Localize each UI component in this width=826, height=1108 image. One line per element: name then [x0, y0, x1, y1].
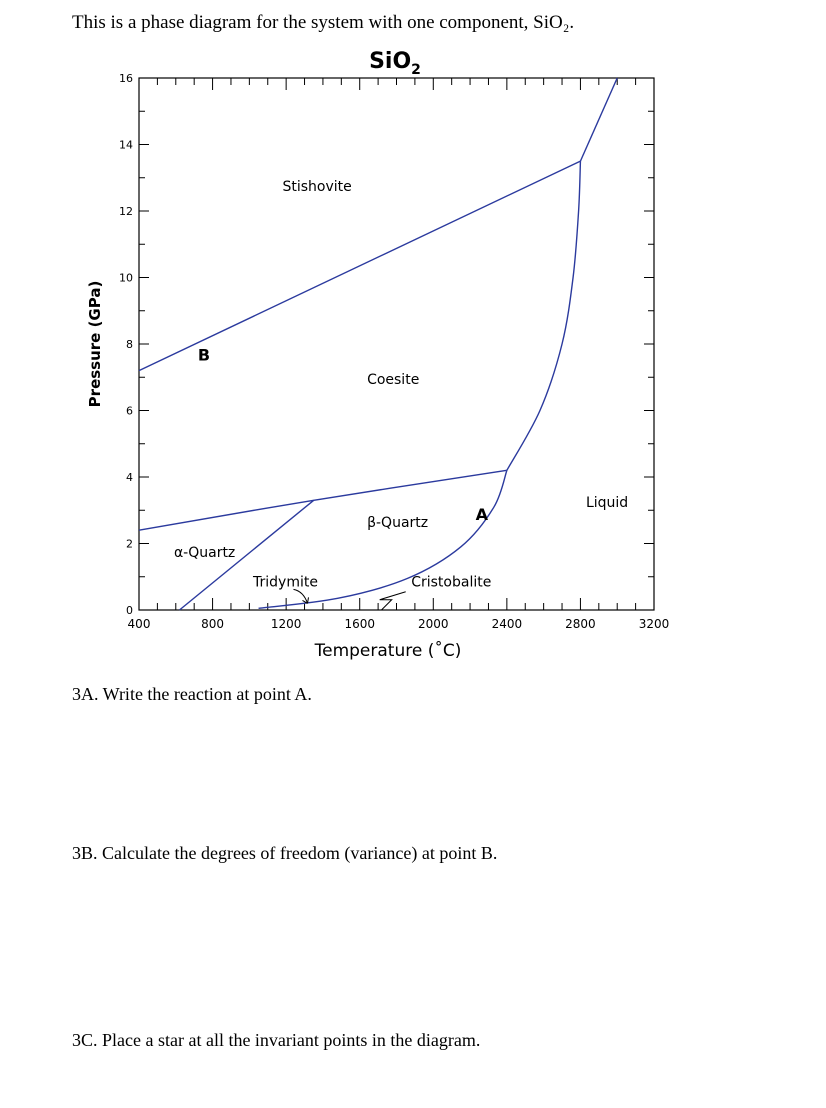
x-tick-label: 400: [127, 617, 151, 631]
cristobalite-arrow: [380, 592, 406, 610]
tridymite-arrow: [294, 589, 308, 603]
region-label: Tridymite: [253, 574, 318, 591]
question-3c: 3C. Place a star at all the invariant points in the diagram.: [72, 1030, 481, 1050]
phase-boundary-line-2: [507, 161, 581, 470]
x-tick-label: 2000: [418, 617, 449, 631]
y-axis-label: Pressure (GPa): [86, 280, 104, 408]
x-tick-label: 2800: [565, 617, 596, 631]
y-tick-label: 12: [119, 205, 133, 218]
region-label: β-Quartz: [367, 514, 429, 531]
question-3b: 3B. Calculate the degrees of freedom (variance) at point B.: [72, 843, 498, 863]
phase-boundary-line-3: [139, 470, 507, 530]
x-axis-label: Temperature (˚C): [314, 641, 462, 661]
y-tick-label: 0: [126, 604, 133, 617]
region-label: Stishovite: [282, 179, 352, 196]
y-tick-label: 4: [126, 471, 133, 484]
region-label: Liquid: [585, 494, 629, 511]
phase-boundary-line-1: [580, 78, 617, 161]
phase-diagram-chart: [0, 40, 826, 670]
x-tick-label: 1600: [344, 617, 375, 631]
region-label: α-Quartz: [173, 544, 236, 561]
y-tick-label: 8: [126, 338, 133, 351]
chart-title: SiO$_2$: [369, 49, 421, 78]
point-label: A: [475, 505, 488, 525]
y-tick-label: 14: [119, 138, 133, 152]
y-tick-label: 16: [119, 72, 133, 85]
intro-text: This is a phase diagram for the system with one component, SiO₂.: [72, 12, 575, 33]
x-tick-label: 1200: [270, 617, 302, 631]
point-label: B: [197, 345, 211, 365]
region-label: Coesite: [367, 371, 420, 388]
x-tick-label: 2400: [491, 617, 523, 631]
y-tick-label: 2: [126, 537, 133, 551]
y-tick-label: 6: [126, 404, 133, 418]
phase-boundary-line-0: [139, 161, 580, 370]
y-tick-label: 10: [119, 271, 133, 285]
question-3a: 3A. Write the reaction at point A.: [72, 684, 312, 704]
x-tick-label: 800: [201, 617, 225, 631]
x-tick-label: 3200: [638, 617, 670, 631]
region-label: Cristobalite: [411, 574, 492, 591]
